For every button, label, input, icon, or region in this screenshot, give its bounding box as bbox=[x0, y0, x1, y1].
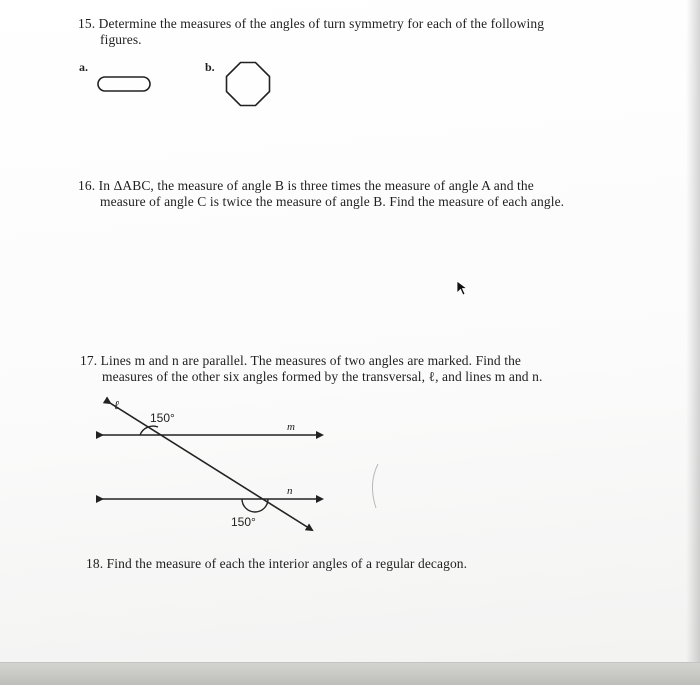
angle-label-bottom: 150° bbox=[231, 515, 256, 529]
desk-surface bbox=[0, 662, 700, 685]
mouse-pointer-icon bbox=[456, 280, 470, 296]
question-16-line1: In ΔABC, the measure of angle B is three times the measure of angle A and the bbox=[98, 178, 534, 193]
question-17-line1: Lines m and n are parallel. The measures of two angles are marked. Find the bbox=[100, 353, 522, 368]
question-15 bbox=[78, 16, 618, 48]
question-16-line2: measure of angle C is twice the measure of angle B. Find the measure of each angle. bbox=[100, 194, 565, 209]
label-m: m bbox=[287, 421, 295, 433]
question-17 bbox=[80, 353, 620, 385]
question-18 bbox=[86, 556, 626, 572]
part-a-label: a. bbox=[79, 60, 88, 74]
question-16-number: 16. bbox=[78, 178, 96, 193]
question-15-number: 15. bbox=[78, 16, 96, 31]
pencil-mark bbox=[366, 462, 386, 512]
question-18-text: Find the measure of each the interior angles of a regular decagon. bbox=[106, 556, 468, 571]
angle-label-top: 150° bbox=[150, 411, 175, 425]
parallel-lines-diagram bbox=[80, 395, 340, 545]
question-17-number: 17. bbox=[80, 353, 98, 368]
question-15-line2: figures. bbox=[100, 32, 142, 47]
angle-arc-bottom bbox=[242, 499, 268, 512]
transversal-line bbox=[110, 403, 312, 530]
question-16 bbox=[78, 178, 618, 210]
question-17-line2: measures of the other six angles formed by the transversal, ℓ, and lines m and n. bbox=[102, 369, 543, 384]
question-15-line1: Determine the measures of the angles of turn symmetry for each of the following bbox=[98, 16, 545, 31]
octagon-figure bbox=[224, 60, 274, 110]
question-18-number: 18. bbox=[86, 556, 104, 571]
label-l: ℓ bbox=[114, 398, 119, 412]
part-b-label: b. bbox=[205, 60, 215, 74]
page-shadow-edge bbox=[686, 0, 700, 685]
label-n: n bbox=[287, 485, 293, 497]
rounded-rectangle-figure bbox=[96, 74, 156, 94]
